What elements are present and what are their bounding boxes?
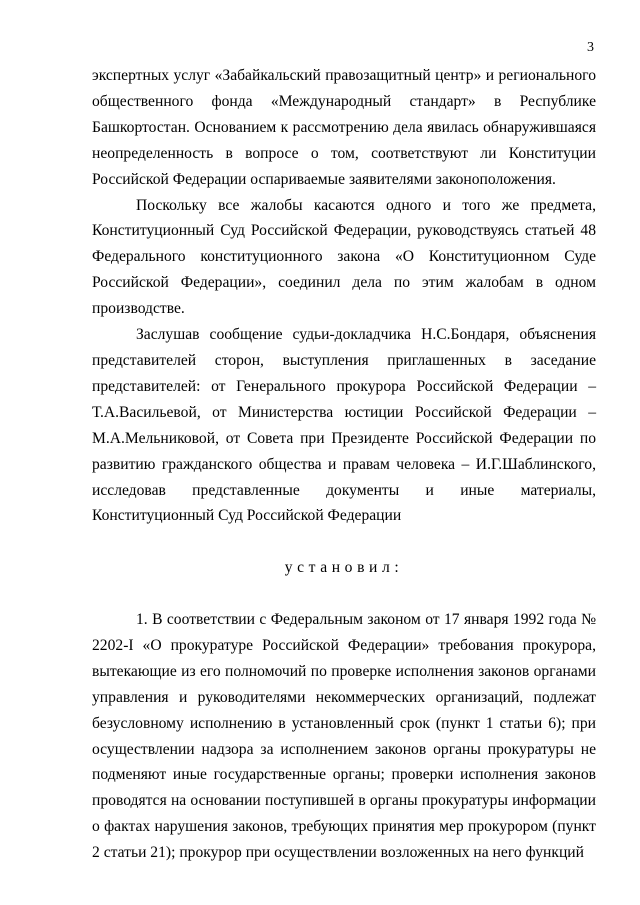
blank-line	[92, 581, 596, 607]
blank-line	[92, 529, 596, 555]
paragraph-hearing: Заслушав сообщение судьи-докладчика Н.С.Бондаря, объяснения представителей сторон, выступления приглашенных в заседание представителей: от Генерального прокурора Российской Федерации – Т.А.Васильевой, от Министерства юстиции Российской Федерации – М.А.Мельниковой, от Совета при Президенте Российской Федерации по развитию гражданского общества и правам человека – И.Г.Шаблинского, исследовав представленные документы и иные материалы, Конституционный Суд Российской Федерации	[92, 326, 596, 525]
paragraph-joinder: Поскольку все жалобы касаются одного и того же предмета, Конституционный Суд Российской Федерации, руководствуясь статьей 48 Федерального конституционного закона «О Конституционном Суде Российской Федерации», соединил дела по этим жалобам в одном производстве.	[92, 196, 596, 318]
paragraph-continuation: экспертных услуг «Забайкальский правозащитный центр» и регионального общественного фонда «Международный стандарт» в Республике Башкортостан. Основанием к рассмотрению дела явилась обнаружившаяся неопределенность в вопросе о том, соответствуют ли Конституции Российской Федерации оспариваемые заявителями законоположения.	[92, 67, 596, 188]
section-heading: установил:	[284, 559, 404, 577]
page-number: 3	[587, 40, 594, 55]
document-body	[92, 63, 596, 866]
paragraph-point-1: 1. В соответствии с Федеральным законом от 17 января 1992 года № 2202-I «О прокуратуре Российской Федерации» требования прокурора, вытекающие из его полномочий по проверке исполнения законов органами управления и руководителями некоммерческих организаций, подлежат безусловному исполнению в установленный срок (пункт 1 статьи 6); при осуществлении надзора за исполнением законов органы прокуратуры не подменяют иные государственные органы; проверки исполнения законов проводятся на основании поступившей в органы прокуратуры информации о фактах нарушения законов, требующих принятия мер прокурором (пункт 2 статьи 21); прокурор при осуществлении возложенных на него функций	[92, 611, 596, 862]
